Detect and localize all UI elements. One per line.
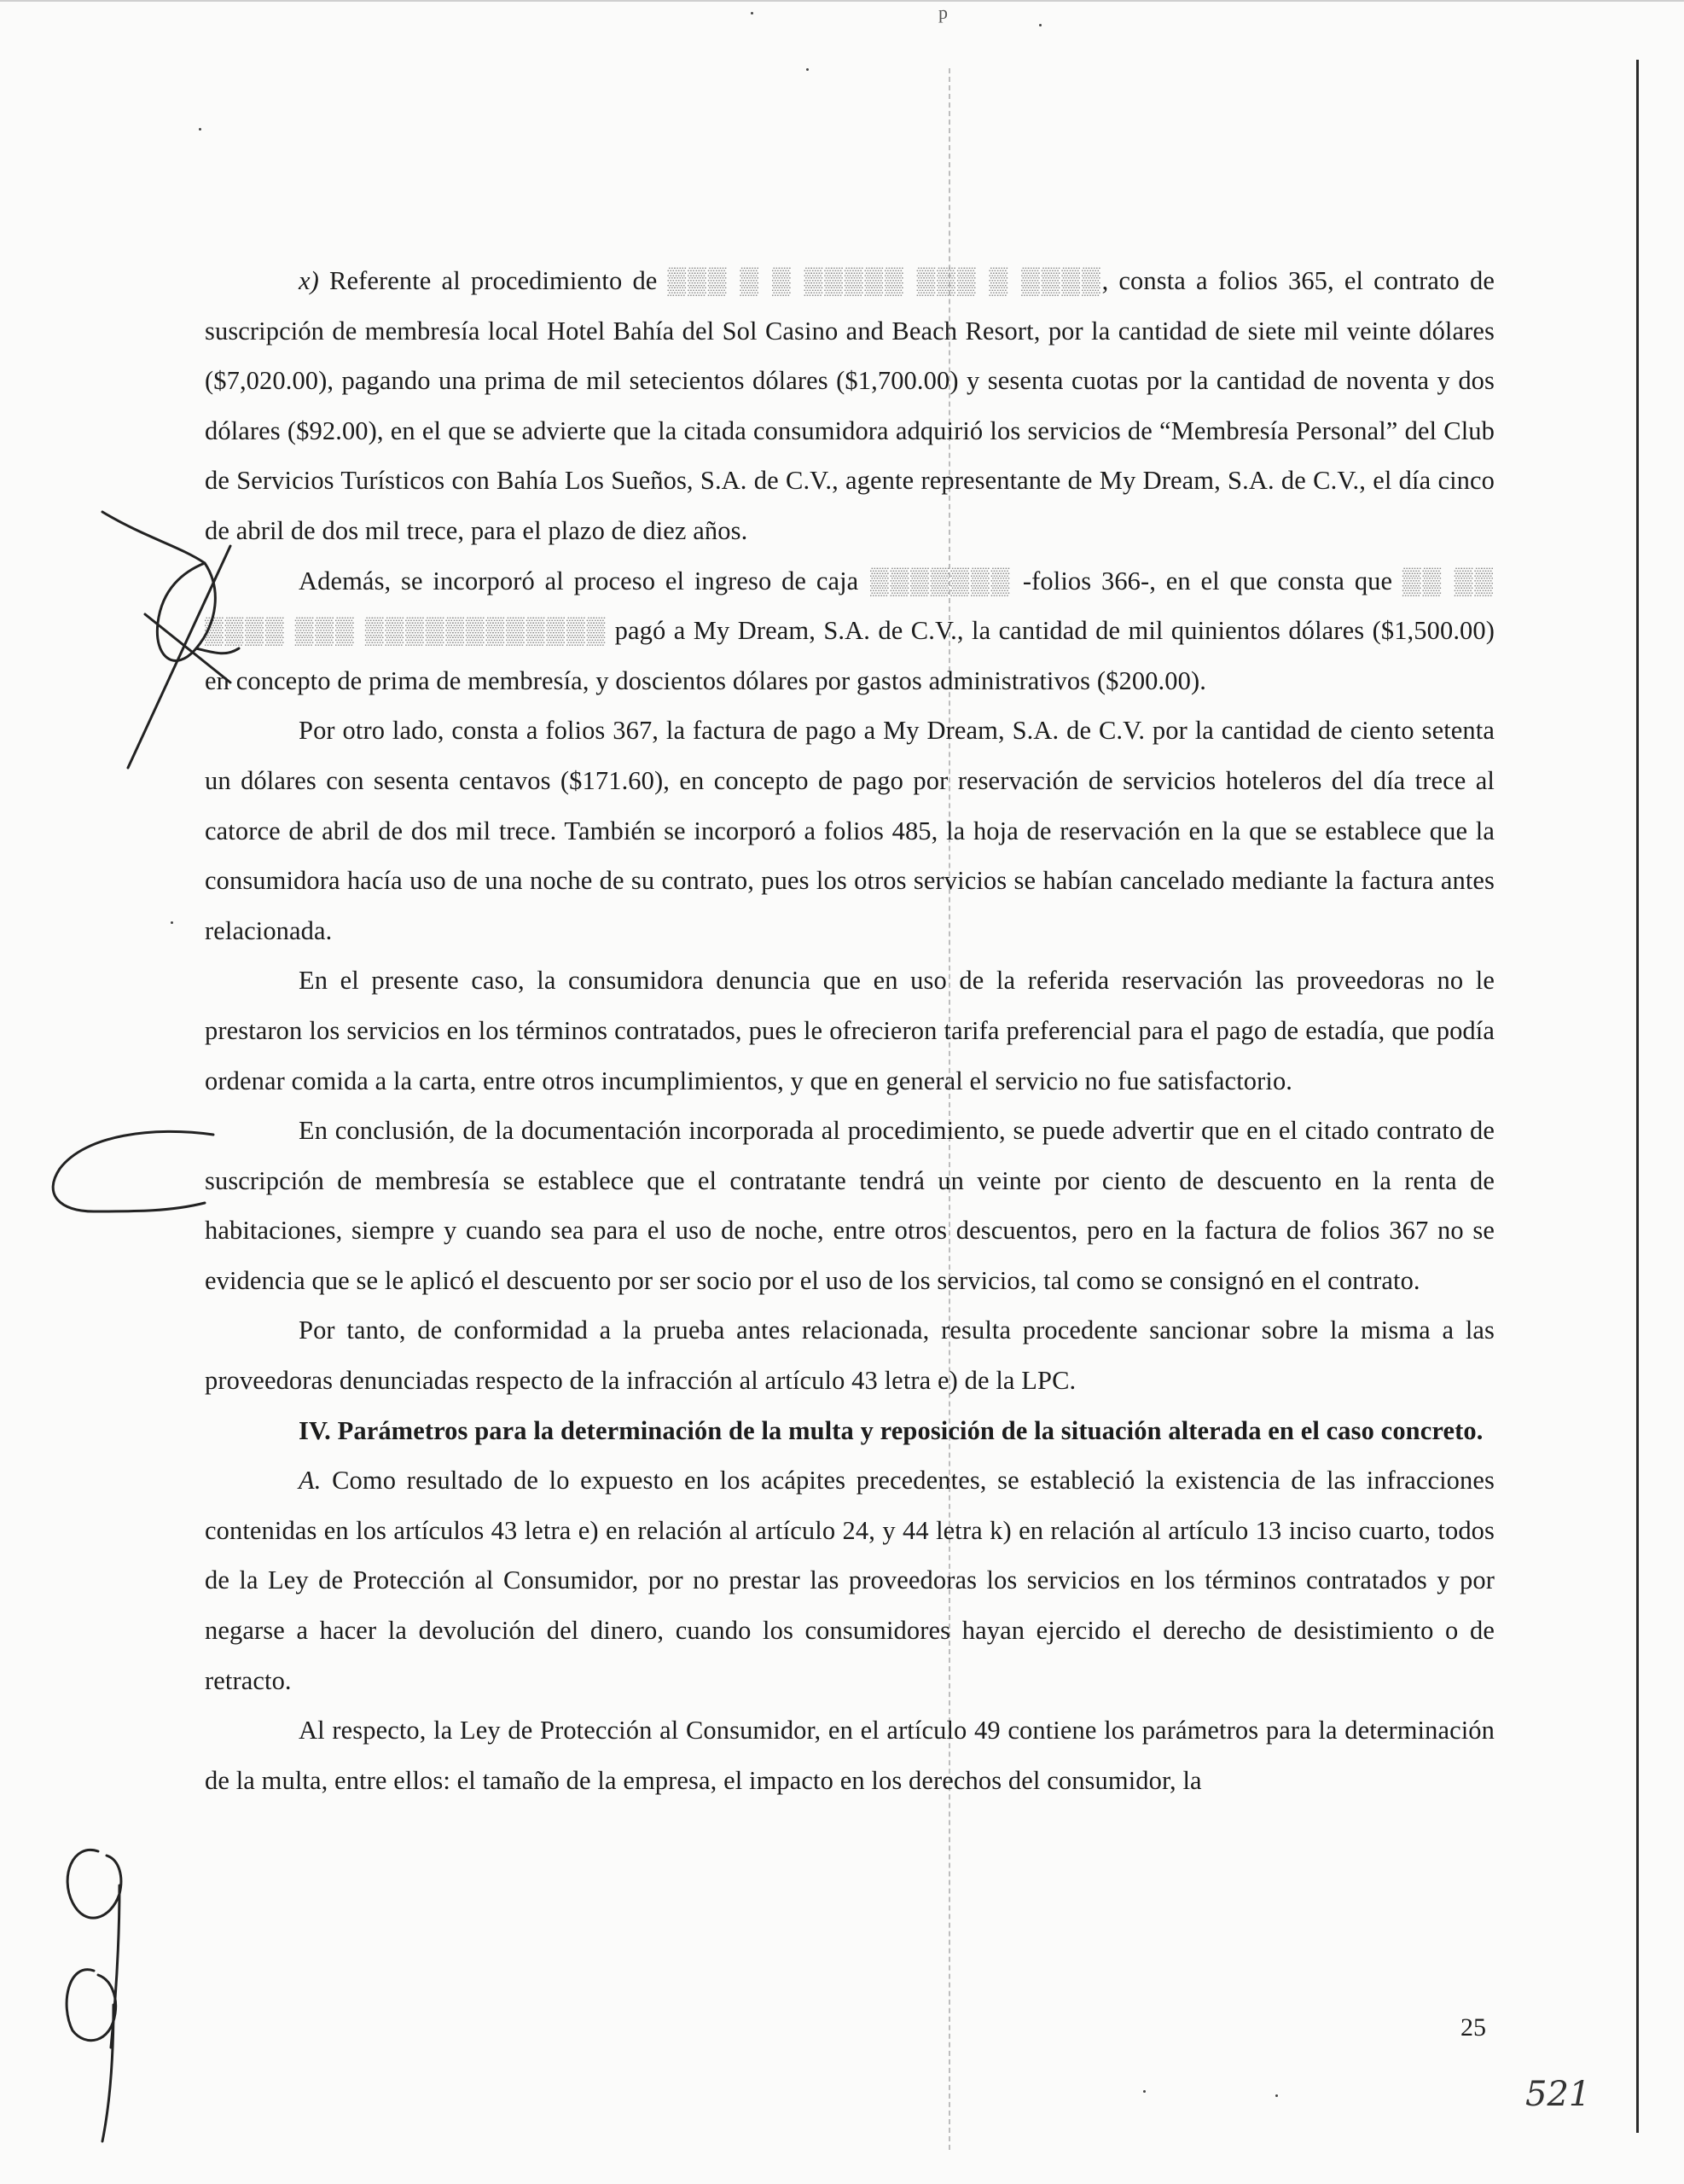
paragraph-p3 (205, 706, 1495, 956)
paragraph-text: , consta a folios 365, el contrato de suscripción de membresía local Hotel Bahía del Sol Casino and Beach Resort, por la cantidad de siete mil veinte dólares ($7,020.00), pagando una prima de mil setecientos dólares ($1,700.00) y sesenta cuotas por la cantidad de noventa y dos dólares ($92.00), en el que se advierte que la citada consumidora adquirió los servicios de “Membresía Personal” del Club de Servicios Turísticos con Bahía Los Sueños, S.A. de C.V., agente representante de My Dream, S.A. de C.V., el día cinco de abril de dos mil trece, para el plazo de diez años. (205, 266, 1495, 545)
handwritten-initial-9-lower (67, 1970, 116, 2141)
paragraph-text: Además, se incorporó al proceso el ingreso de caja (299, 566, 859, 595)
paragraph-p9 (205, 1705, 1495, 1805)
paragraph-text: Referente al procedimiento de (318, 266, 668, 295)
paragraph-text: x) (299, 266, 319, 295)
paragraph-text: pagó a My Dream, S.A. de C.V., la cantidad de mil quinientos dólares ($1,500.00) en concepto de prima de membresía, y doscientos dólares por gastos administrativos ($200.00). (205, 616, 1495, 695)
paragraph-p5 (205, 1106, 1495, 1305)
paragraph-text: ▒▒▒ ▒ ▒ ▒▒▒▒▒ ▒▒▒ ▒ ▒▒▒▒ (667, 266, 1102, 295)
page-number: 25 (1460, 2013, 1486, 2042)
paragraph-p6 (205, 1305, 1495, 1405)
paragraph-text: A. (299, 1466, 322, 1496)
paragraph-text: Al respecto, la Ley de Protección al Consumidor, en el artículo 49 contiene los parámetros para la determinación de la multa, entre ellos: el tamaño de la empresa, el impacto en los derechos del consumidor, la (205, 1716, 1495, 1795)
paragraph-text: -folios 366-, en el que consta que (1022, 566, 1402, 595)
paragraph-text: ▒▒ ▒▒ ▒▒▒▒ ▒▒▒ ▒▒▒▒▒▒▒▒▒▒▒▒ (205, 566, 1495, 646)
paragraph-text: En el presente caso, la consumidora denuncia que en uso de la referida reservación las proveedoras no le prestaron los servicios en los términos contratados, pues le ofrecieron tarifa preferencial para el pago de estadía, que podía ordenar comida a la carta, entre otros incumplimientos, y que en general el servicio no fue satisfactorio. (205, 966, 1495, 1095)
paragraph-p8 (205, 1455, 1495, 1705)
paragraph-p7 (205, 1406, 1495, 1456)
paragraph-text: ▒▒▒▒▒▒▒ (858, 566, 1023, 595)
paragraph-p4 (205, 956, 1495, 1106)
document-body (205, 256, 1495, 1805)
folio-stamp: 521 (1525, 2075, 1591, 2114)
paragraph-p1 (205, 256, 1495, 556)
paragraph-text: En conclusión, de la documentación incorporada al procedimiento, se puede advertir que en el citado contrato de suscripción de membresía se establece que el contratante tendrá un veinte por ciento de descuento en la renta de habitaciones, siempre y cuando sea para el uso de noche, entre otros descuentos, pero en la factura de folios 367 no se evidencia que se le aplicó el descuento por ser socio por el uso de los servicios, tal como se consignó en el contrato. (205, 1116, 1495, 1295)
paragraph-text: IV. Parámetros para la determinación de la multa y reposición de la situación alterada en el caso concreto. (299, 1415, 1484, 1445)
scan-right-edge (1636, 60, 1639, 2133)
top-mark: p (938, 2, 948, 23)
handwritten-initial-9-upper (67, 1850, 121, 2048)
paragraph-text: Por otro lado, consta a folios 367, la factura de pago a My Dream, S.A. de C.V. por la cantidad de ciento setenta un dólares con sesenta centavos ($171.60), en concepto de pago por reservación de servicios hoteleros del día trece al catorce de abril de dos mil trece. También se incorporó a folios 485, la hoja de reservación en la que se establece que la consumidora hacía uso de una noche de su contrato, pues los otros servicios se habían cancelado mediante la factura antes relacionada. (205, 716, 1495, 945)
handwritten-bracket-mark (53, 1131, 213, 1211)
scan-top-edge (0, 0, 1684, 7)
handwritten-loop-mark (102, 512, 215, 660)
paragraph-p2 (205, 556, 1495, 706)
paragraph-text: Por tanto, de conformidad a la prueba antes relacionada, resulta procedente sancionar sobre la misma a las proveedoras denunciadas respecto de la infracción al artículo 43 letra e) de la LPC. (205, 1316, 1495, 1396)
paragraph-text: Como resultado de lo expuesto en los acápites precedentes, se estableció la existencia de las infracciones contenidas en los artículos 43 letra e) en relación al artículo 24, y 44 letra k) en relación al artículo 13 inciso cuarto, todos de la Ley de Protección al Consumidor, por no prestar las proveedoras los servicios en los términos contratados y por negarse a hacer la devolución del dinero, cuando los consumidores hayan ejercido el derecho de desistimiento o de retracto. (205, 1466, 1495, 1695)
